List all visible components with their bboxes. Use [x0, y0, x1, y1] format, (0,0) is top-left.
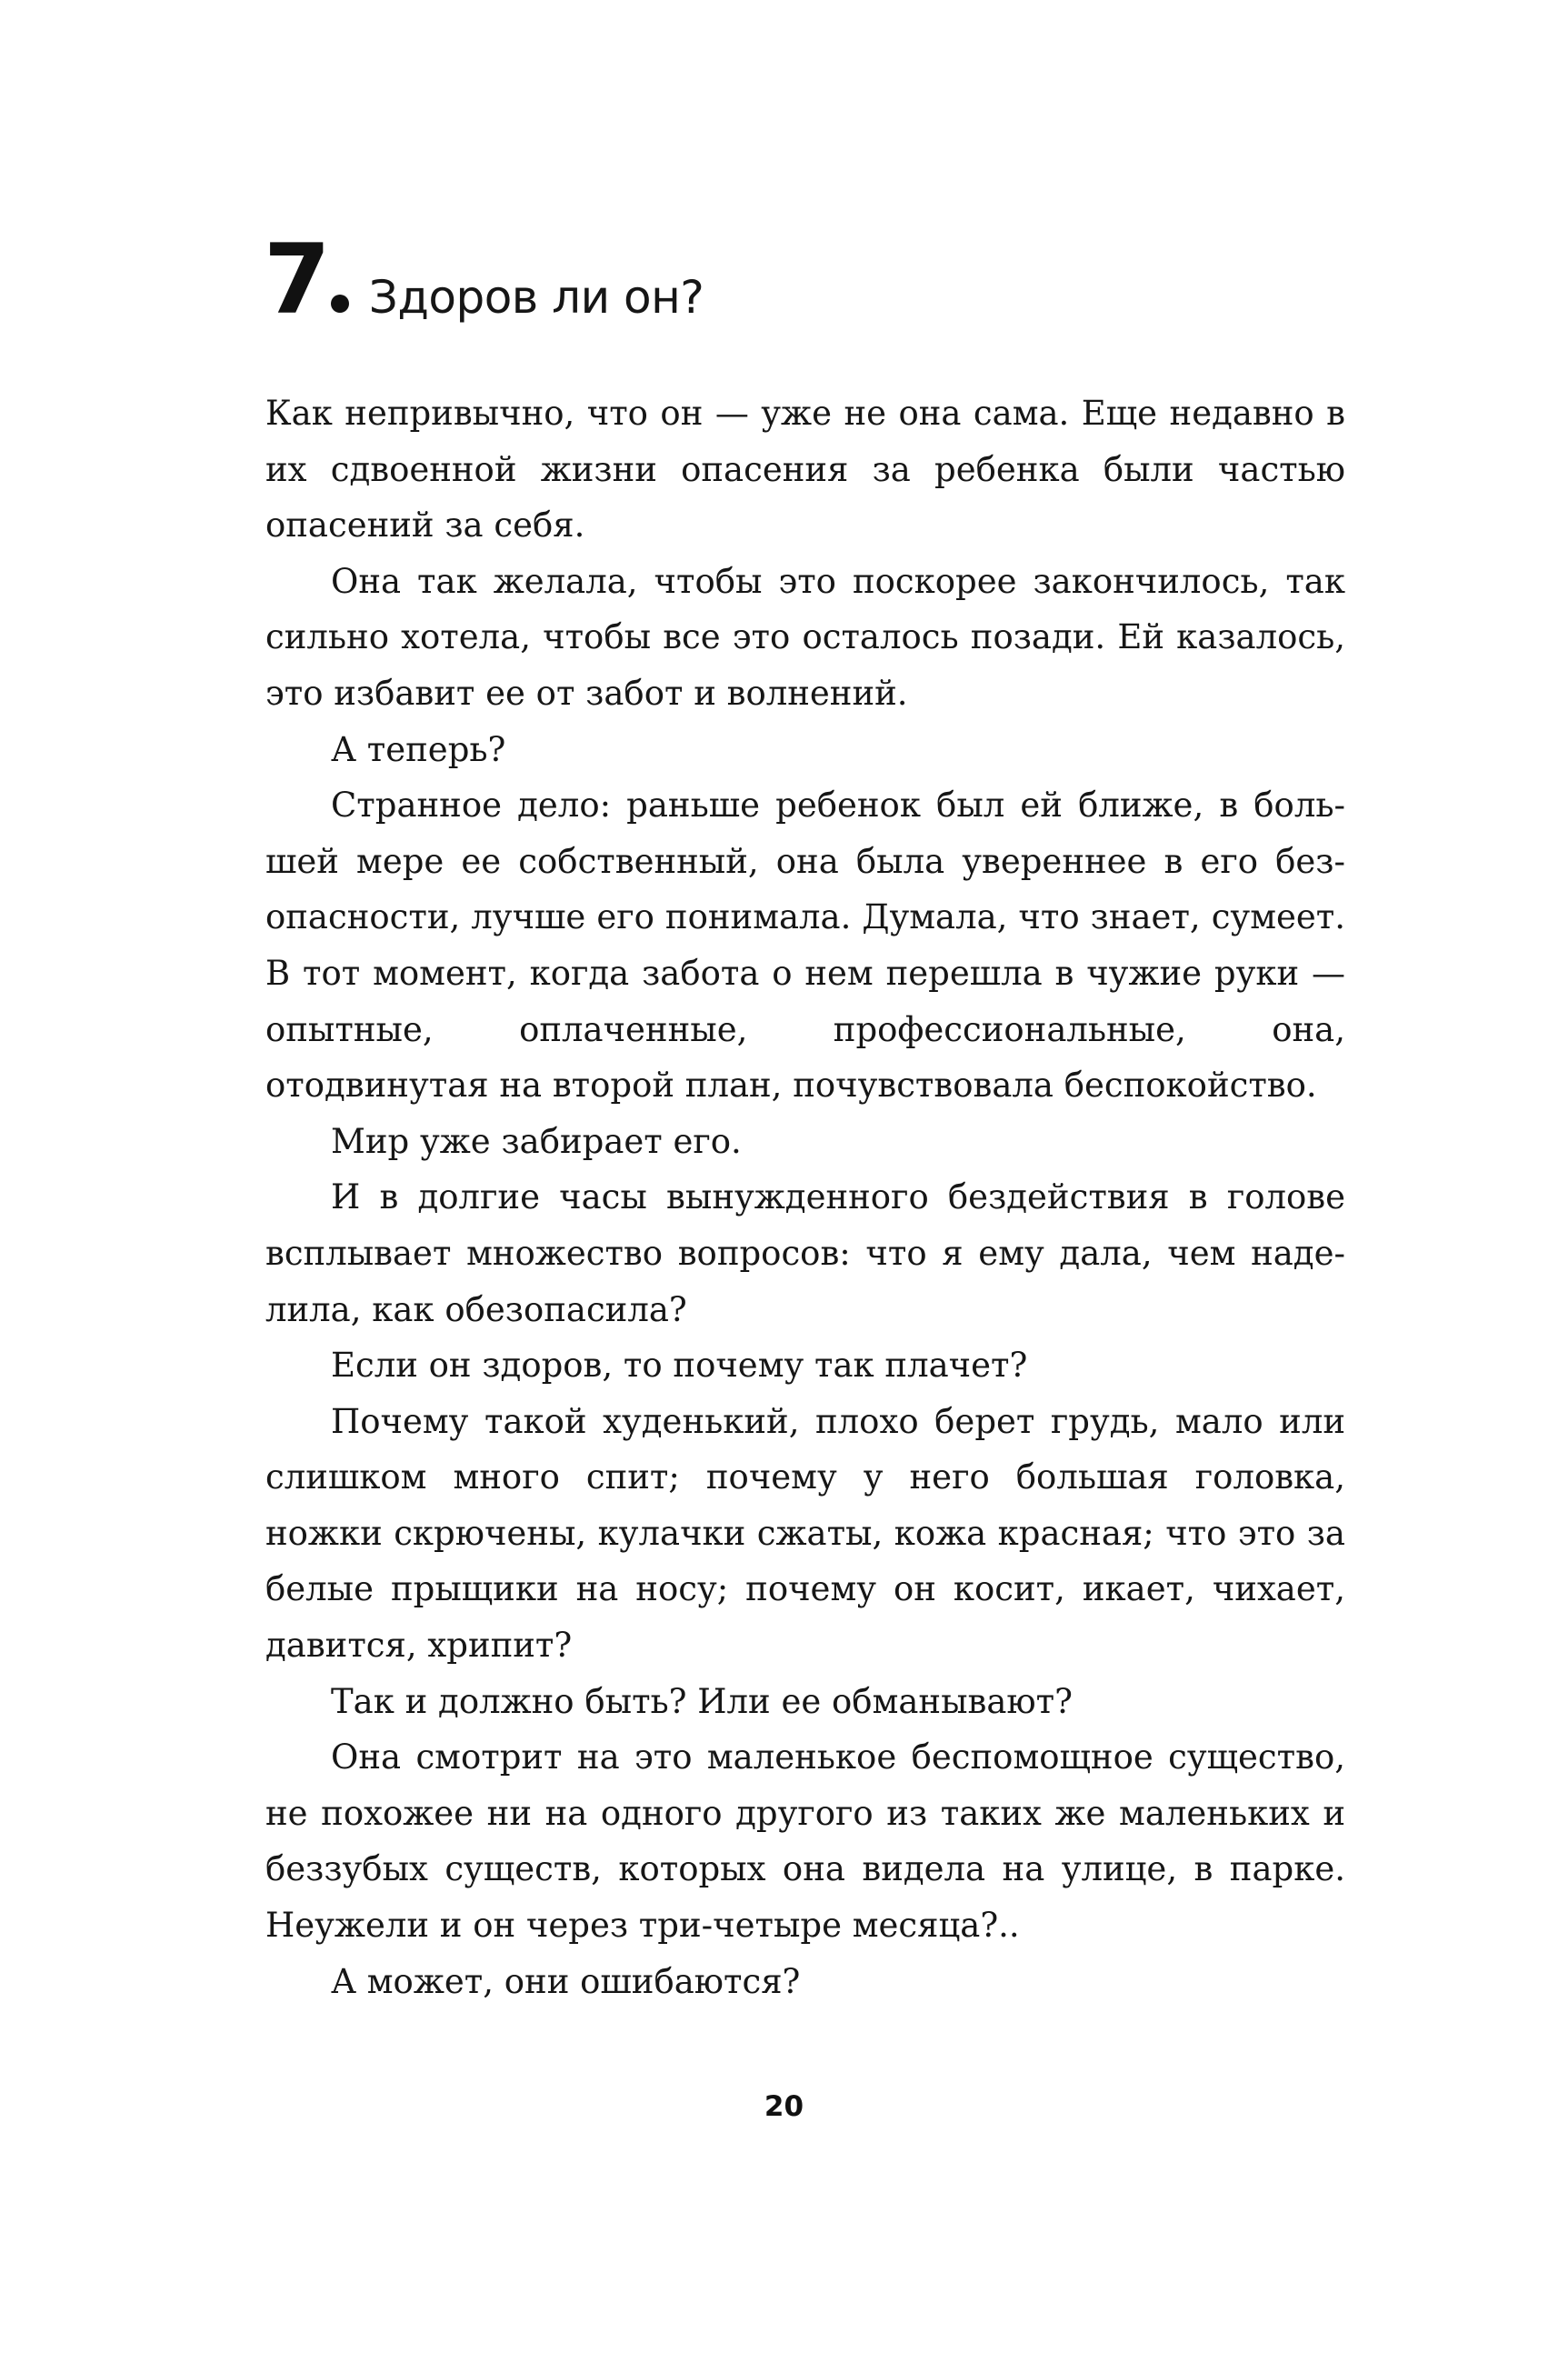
chapter-number-dot	[331, 295, 349, 313]
paragraph: А теперь?	[331, 729, 506, 769]
page-number: 20	[764, 2090, 804, 2123]
paragraph: Мир уже забирает его.	[331, 1121, 742, 1161]
chapter-number: 7	[264, 224, 329, 335]
paragraph: Странное дело: раньше ребенок был ей ближе, в большей мере ее собственный, она была увереннее в его безопасности, лучше его понимала. Думала, что знает, сумеет. В тот момент, когда забота о нем перешла в чужие руки — опытные, оплаченные, профессиональные, она, отодвинутая на второй план, почувствовала беспокойство.	[265, 786, 1345, 1106]
paragraph: Она смотрит на это маленькое беспомощное существо, не похожее ни на одного другого из таких же маленьких и беззубых существ, которых она видела на улице, в парке. Неужели и он через три-четыре месяца?..	[265, 1737, 1345, 1946]
chapter-title: Здоров ли он?	[368, 271, 704, 324]
paragraph: Как непривычно, что он — уже не она сама. Еще недавно в их сдвоенной жизни опасения за ребенка были частью опасений за себя.	[265, 394, 1345, 546]
paragraph: Почему такой худенький, плохо берет грудь, мало или слишком много спит; почему у него большая головка, ножки скрючены, кулачки сжаты, кожа красная; что это за белые прыщики на носу; почему он косит, икает, чихает, давится, хрипит?	[265, 1401, 1345, 1666]
paragraph: Если он здоров, то почему так плачет?	[331, 1346, 1028, 1386]
paragraph: И в долгие часы вынужденного бездействия в голове всплывает множество вопросов: что я ему дала, чем наделила, как обезопасила?	[265, 1177, 1345, 1329]
chapter-heading	[264, 224, 704, 335]
paragraph: Она так желала, чтобы это поскорее закончилось, так сильно хотела, чтобы все это осталось позади. Ей казалось, это избавит ее от забот и волнений.	[265, 561, 1345, 713]
chapter-body	[265, 385, 1345, 2009]
paragraph: А может, они ошибаются?	[331, 1961, 801, 2001]
paragraph: Так и должно быть? Или ее обманывают?	[331, 1681, 1073, 1721]
